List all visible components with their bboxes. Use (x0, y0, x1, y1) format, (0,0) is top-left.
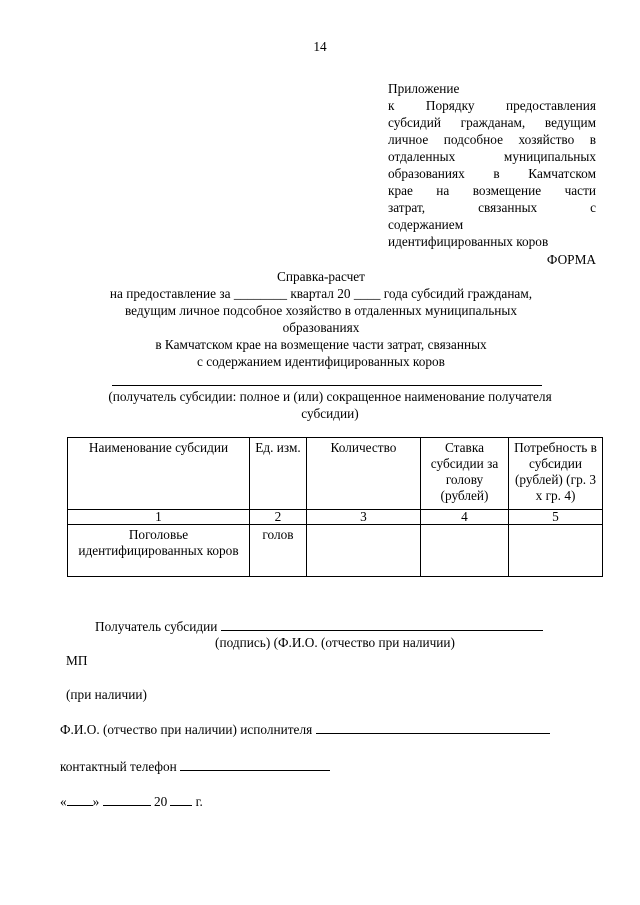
column-number-cell: 3 (307, 510, 421, 525)
signature-blank[interactable] (221, 617, 543, 631)
phone-row (60, 757, 330, 775)
executor-row (60, 720, 550, 738)
appendix-line: отдаленных муниципальных (388, 149, 596, 164)
column-number-cell: 4 (421, 510, 509, 525)
document-title (70, 268, 572, 370)
date-day-blank[interactable] (67, 792, 93, 806)
date-month-blank[interactable] (103, 792, 151, 806)
title-line: на предоставление за ________ квартал 20 ____ года субсидий гражданам, (109, 286, 533, 301)
appendix-line: к Порядку предоставления (388, 98, 596, 113)
stamp-place-label: МП (66, 653, 88, 668)
table-header-row (68, 438, 603, 510)
executor-blank[interactable] (316, 720, 550, 734)
column-number-cell: 2 (250, 510, 307, 525)
appendix-line: образованиях в Камчатском (388, 166, 596, 181)
signature-row (95, 617, 543, 635)
table-row (68, 525, 603, 577)
title-line: образованиях (282, 320, 360, 335)
date-year-blank[interactable] (170, 792, 192, 806)
date-open-quote: « (60, 794, 67, 809)
phone-blank[interactable] (180, 757, 330, 771)
if-available-note: (при наличии) (66, 687, 147, 702)
recipient-caption-line: (получатель субсидии: полное и (или) сокращенное наименование получателя (108, 389, 552, 404)
subsidy-table (67, 437, 603, 577)
recipient-blank-line (112, 385, 542, 386)
appendix-block (388, 80, 596, 250)
table-header-cell: Потребность в субсидии (рублей) (гр. 3 х гр. 4) (509, 438, 603, 510)
title-line: с содержанием идентифицированных коров (197, 354, 445, 369)
table-cell: голов (250, 525, 307, 577)
date-close-quote: » (92, 794, 100, 809)
table-cell (509, 525, 603, 577)
title-line: Справка-расчет (277, 269, 365, 284)
appendix-line: личное подсобное хозяйство в (388, 132, 596, 147)
column-number-cell: 5 (509, 510, 603, 525)
date-row (60, 792, 203, 810)
recipient-caption (60, 388, 600, 422)
appendix-line: субсидий гражданам, ведущим (388, 115, 596, 130)
title-line: в Камчатском крае на возмещение части затрат, связанных (155, 337, 487, 352)
page-number: 14 (313, 39, 327, 54)
table-header-cell: Ед. изм. (250, 438, 307, 510)
signature-caption: (подпись) (Ф.И.О. (отчество при наличии) (215, 635, 455, 650)
appendix-line: затрат, связанных с (388, 200, 596, 215)
table-cell (307, 525, 421, 577)
date-suffix: г. (195, 794, 203, 809)
table-header-cell: Наименование субсидии (68, 438, 250, 510)
executor-label: Ф.И.О. (отчество при наличии) исполнителя (60, 722, 313, 737)
appendix-line: крае на возмещение части (388, 183, 596, 198)
phone-label: контактный телефон (60, 759, 177, 774)
column-number-cell: 1 (68, 510, 250, 525)
appendix-line: идентифицированных коров (388, 234, 549, 249)
appendix-heading: Приложение (388, 81, 460, 96)
title-line: ведущим личное подсобное хозяйство в отдаленных муниципальных (124, 303, 518, 318)
table-header-cell: Количество (307, 438, 421, 510)
recipient-caption-line: субсидии) (301, 406, 359, 421)
column-number-row (68, 510, 603, 525)
appendix-line: содержанием (388, 217, 464, 232)
signature-label: Получатель субсидии (95, 619, 218, 634)
form-label: ФОРМА (546, 252, 596, 267)
date-year-prefix: 20 (153, 794, 168, 809)
table-cell (421, 525, 509, 577)
table-header-cell: Ставка субсидии за голову (рублей) (421, 438, 509, 510)
table-cell: Поголовье идентифицированных коров (68, 525, 250, 577)
